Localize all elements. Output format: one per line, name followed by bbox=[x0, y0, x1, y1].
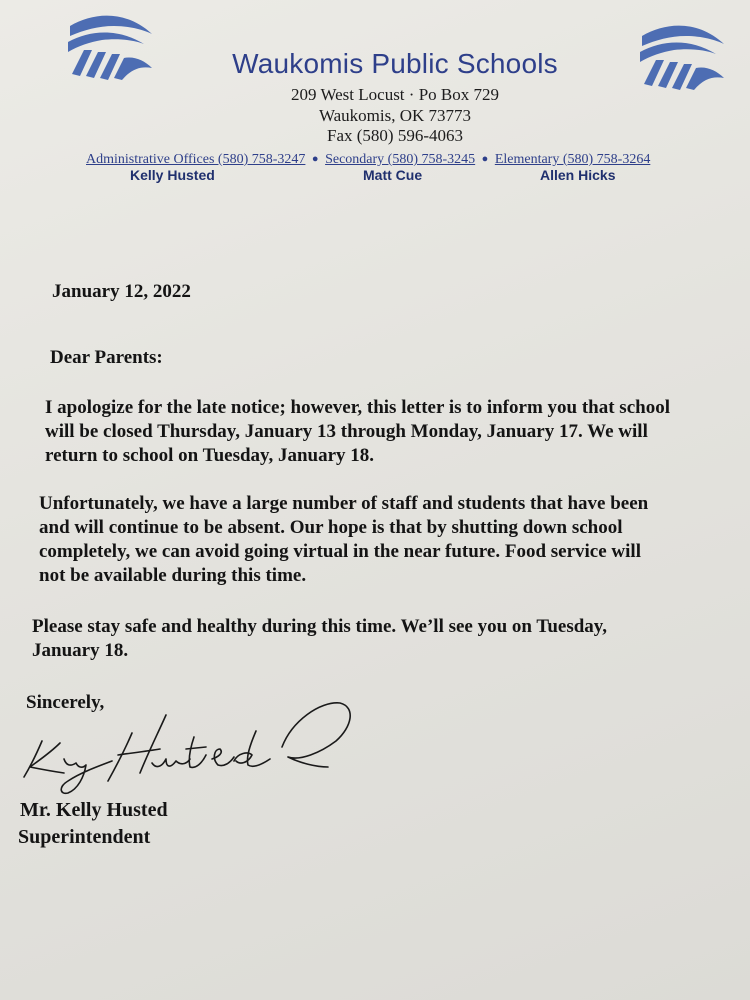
letter-greeting: Dear Parents: bbox=[50, 347, 163, 368]
address-street: 209 West Locust · Po Box 729 bbox=[291, 85, 499, 104]
letter-date: January 12, 2022 bbox=[52, 281, 191, 302]
signer-name: Mr. Kelly Husted bbox=[20, 799, 168, 821]
bullet-separator: ● bbox=[311, 153, 319, 165]
fax-number: Fax (580) 596-4063 bbox=[327, 126, 463, 145]
letter-paragraph: Unfortunately, we have a large number of staff and students that have been and will continue to be absent. Our hope is that by shutting down school completely, we can avoid going virtual in the near future. Food service will not be available during this time. bbox=[39, 493, 649, 586]
phone-elementary: Elementary (580) 758-3264 bbox=[494, 152, 651, 167]
phone-directory bbox=[86, 152, 650, 168]
bullet-separator: ● bbox=[481, 153, 489, 165]
letter-closing: Sincerely, bbox=[26, 692, 105, 713]
phone-administrative: Administrative Offices (580) 758-3247 bbox=[86, 152, 306, 167]
letter-paragraph: Please stay safe and healthy during this time. We’ll see you on Tuesday, January 18. bbox=[32, 616, 607, 661]
signer-title: Superintendent bbox=[18, 826, 151, 848]
signature-icon bbox=[20, 697, 360, 797]
letter-paragraph: I apologize for the late notice; however, this letter is to inform you that school will be closed Thursday, January 13 through Monday, January 17. We will return to school on Tuesday, January 18. bbox=[45, 397, 670, 466]
phone-secondary: Secondary (580) 758-3245 bbox=[325, 152, 476, 167]
contact-secondary: Matt Cue bbox=[363, 167, 423, 183]
address-city: Waukomis, OK 73773 bbox=[318, 106, 472, 125]
contact-administrative: Kelly Husted bbox=[130, 167, 215, 183]
school-name: Waukomis Public Schools bbox=[232, 48, 558, 79]
contact-elementary: Allen Hicks bbox=[540, 167, 616, 183]
